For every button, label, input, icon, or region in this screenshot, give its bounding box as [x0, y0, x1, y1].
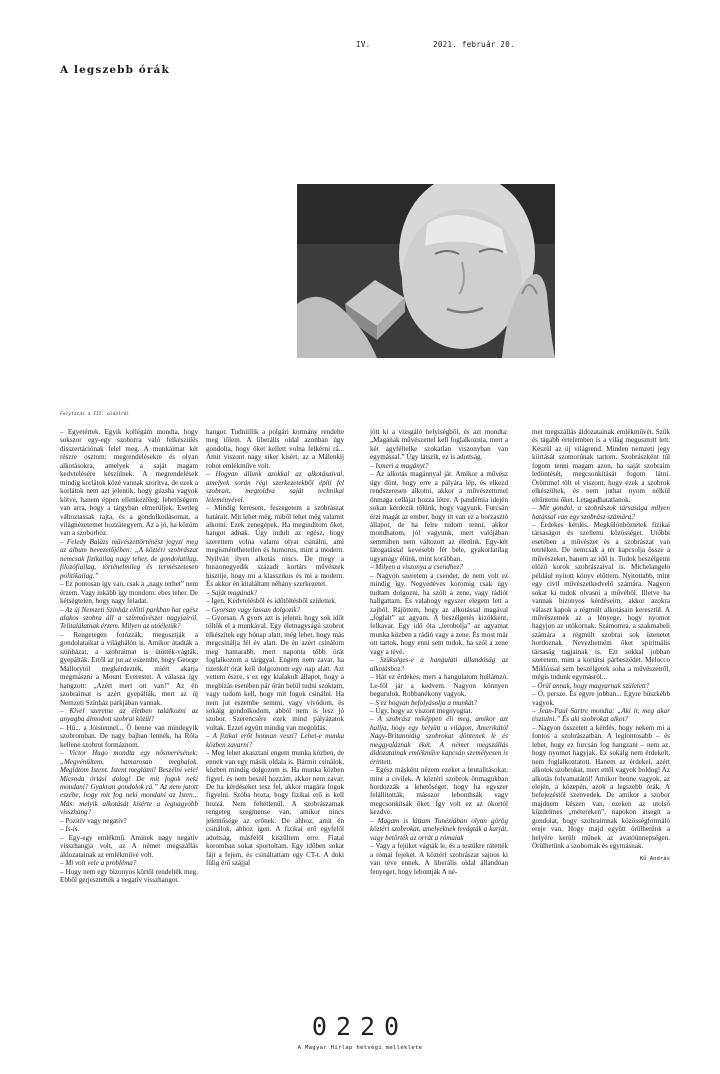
interview-question: – A szobrász miképpen éli meg, amikor azt hallja, hogy egy helyütt a világon, Amerikától Nagy-Britanniáig szobrokat döntenek le és meggyaláznak ékét. A német megszállás áldozatainak emlékműve kapcsán személyesen is érintett. [370, 715, 508, 766]
interview-answer: hangot. Tudniillik a polgári kormány rendelte meg tőlem. A liberális oldal azonban úgy gondolta, hogy őket kellett volna felkérni rá... Amit viszont nagy siker kísért, az a Málenkij robot emlékműve volt. [206, 428, 344, 470]
author-signature: Kő András [639, 855, 670, 862]
interview-question: – Jean-Paul Sartre mondta: „Aki ír, meg akar tisztulni.” És aki szobrokat alkot? [532, 706, 670, 724]
interview-question: – Victor Hugo mondta egy nősmerésének: „Megvénültem, hamarosan meghalok. Meglátom Istent. Istent meglátni! Beszélni vele! Micsoda óriási dolog! De mit fogok neki mondani? Gyakran gondolok rá.” Az nem jutott eszébe, hogy mit fog neki mondani az Isten... Más: melyik alkotását kísérte a legnagyobb visszhang? [60, 749, 198, 817]
interview-question: – Gyorsan vagy lassan dolgozik? [206, 605, 301, 614]
interview-question: – Mit gondol, a szobrászok társasága milyen hatással van egy szobrász számára? [532, 504, 670, 521]
interview-question: – Kivel szeretne az életben találkozni az anyagba álmodott szobrai közül? [60, 706, 198, 724]
interview-question: – Saját magának? [206, 588, 258, 597]
interview-answer: – Érdekes kérdés. Megkülönböztetek fizikai társaságot és szellemi közösséget. Utóbbi esetében a művészet és a szobrászat van tetrtéken. De nemcsak a tér kapcsolja össze a művészeket, hanem az idő is. Tudok beszélgetni előző korok szobrászaival is. Michelangelo például nyitott könyv előttem. Nyitottabb, mint egy civil művészetkedvelő számára. Nagyon sokat ki tudok olvasni a művéből. Illetve ha vannak bizonyos kérdéseim, akkor azokra választ kapok a régmúlt alkotásain keresztül. A művészetnek az a lényege, hogy nyomot hagyjon az utókornak. Számomra, a szakmabeli számára a régmúlt szobrai sok üzenetet hordoznak. Nevezhetném őket spirituális társaság tagjainak is. Ezt sokkal jobban szeretem, mint a kortársi párbeszédet. Melocco Miklóssal sem beszélgetek soha a művészetről, mégis tudunk egymásról... [532, 520, 670, 682]
interview-question: – Örül annak, hogy magyarnak született? [532, 681, 650, 690]
interview-question: – Milyen a viszonya a csendhez? [370, 563, 463, 572]
interview-question: – Magam is láttam Tunéziában olyan görög köztéri szobrokat, amelyeknek levágták a karját, vagy betörték az orrát a rómaiak [370, 816, 508, 842]
interview-answer: – Vagy a fejüket vágták le, és a testükre rátették a római fejeket. A köztéri szobrászat sajnos ki van téve ennek. A liberális oldal állandóan fenyeget, hogy lebontják A né- [370, 842, 508, 876]
interview-answer: – Egy-egy emlékmű. Aminek nagy negatív visszhangja volt, az A német megszállás áldozatainak az emlékműve volt. [60, 833, 198, 859]
interview-answer: – Úgy, hogy az viszont megnyugtat. [370, 706, 473, 715]
interview-answer: – Ó, persze. És egyre jobban... Egyre büszkébb vagyok. [532, 690, 670, 707]
section-title: A legszebb órák [60, 64, 170, 76]
interview-answer: jött ki a vizsgáló helyiségből, és azt mondta: „Magának művészettel kell foglalkoznia, mert a két agyféltelke szokatlan viszonyban van egymással.” Úgy látszik, ez is adottság. [370, 428, 508, 462]
interview-answer: – Hogy nem egy bizonyos körtől rendelték meg. Ebből gerjesztették a negatív visszhangot. [60, 867, 198, 885]
interview-answer: – Ez pontosan így van, csak a „nagy terhet” nem érzem. Vagy inkább így mondom: ebes teher. De kétségtelen, hogy nagy feladat. [60, 580, 198, 606]
article-column-2 [206, 428, 344, 868]
interview-question: – Szükséges-e a hangulati állandóság az alkotáshoz? [370, 656, 508, 673]
interview-answer: – Egyetértek. Egyik kollégám mondta, hogy sokszor egy-egy szoborra való felkészülés disszertációnak felel meg. A munkáimat két részre osztom: megrendelésekre és olyan alkotásokra, amelyek a saját magam kedvtelésére készülnek. A megrendelések mindig korlátok közé vannak szorítva, de ezek a korlátok nem azt jelentik, hogy gúzsba vagyok kötve, hanem éppen ellenkezőleg: lehetőségem van arra, hogy a tárgyban elmerüljek. Esetleg változtassak rajta, és a gondolkodásomat, a világnézetemet hozzátegyem. Az a jó, ha közöm van a szoborhoz. [60, 428, 198, 538]
continued-note: Folytatás a III. oldalról [60, 412, 130, 417]
interview-answer: – Hú... a Jóistennel... Ő benne van mindegyik szobromban. De nagy bajban lennék, ha Róla kellene szobrot formáznom. [60, 723, 198, 749]
interview-answer: – Egész másként nézem ezeket a brutalitásokat, mint a civilek. A köztéri szobrok önmagukban hordozzák a lehetőséget, hogy ha egyszer felállították, másszor lebonthsák vagy megcsonkítsák őket. Így volt ez az ókortól kezdve. [370, 766, 508, 817]
interview-question: – Ismeri a magányt? [370, 461, 429, 470]
interview-answer: – Pozitív vagy negatív? [60, 816, 127, 825]
footer-subtitle: A Magyar Hírlap hétvégi melléklete [297, 1045, 423, 1051]
header-date: 2021. február 20. [433, 40, 515, 49]
interview-answer: – Rengetegen fotózzák, megosztják a gondolataikat a világhálón is. Amikor átadták a színházat, a szobraimat is ütötték-vágták, gyepálták. Erről az jut az eszembe, hogy George Mallorytól megkérdezték, miért akarja megmászni a Mount Everestet. A válasza így hangzott: „Azért mert ott van!” Az én szobraimat is azért gyepálták, mert az új Nemzeti Színház parkjában vannak. [60, 630, 198, 707]
interview-question: – S ez hogyan befolyásolja a munkát? [370, 698, 478, 707]
interview-answer: – Az alkotás magánnyal jár. Amikor a művész úgy dönt, hogy erre a pályára lép, és elkezd rendszeresen alkotni, akkor a művészemmel önmaga cellájat hozza létre. A pandémia idején sokan kérdezik tőlünk, hogy vagyunk. Furcsán érzi magát az ember, hogy itt van ez a borzasztó állapot, de ha felre tudom tenni, akkor mondhatom, jól vagyunk, mert valójában semmiben nem változott az életünk. Egy-két látogatással kevesebb fér bele, gyakorlatilag ugyanúgy élünk, mint korábban. [370, 470, 508, 563]
interview-question: – A fizikai erőt honnan veszi? Lehet-e munka közben zavarni? [206, 732, 344, 749]
interview-answer: – Gyorsan. A gyors azt is jelenti, hogy sok időt töltök el a munkával. Egy életnagyságú szobrot elkészítek egy hónap alatt, még lehet, hogy más megcsinálja fél év alatt. De én azért csinálom meg hamarabb, mert naponta több órát foglalkozom a tárggyal. Engem nem zavar, ha tizenkét órát kell dolgoznom egy nap alatt. Azt vettem észre, s ez egy kialakult állapot, hogy a megbízás esetében pár órán belül tudni szoktam, vagy tudom kell, hogy mit fogok csinálni. Ha nem jut eszembe semmi, vagy vívódom, és sokáig gondolkodom, abból nem is lesz jó szobor. Szerencsére ezek mind pályázatok voltak. Ezzel együtt mindig van megoldás. [206, 613, 344, 732]
interview-question: – Az új Nemzeti Színház előtti parkban hat egész alakos szobra áll a színművészet nagyjairól. Telitalálatnak érzem. Milyen az utóéletük? [60, 605, 198, 631]
header-issue: IV. [356, 40, 371, 49]
interview-answer: – Hát ez érdekes, mert a hangulatom hullámzó. Le-föl jár a kedvem. Nagyon könnyen begurulok. Robbanékony vagyok. [370, 673, 508, 699]
interview-answer: – Nagyon összetett a kérdés, hogy nekem mi a fontos a szobrászatban. A leglontosabb – és lehet, hogy ez furcsán fog hangzani – nem az, hogy nyomot hagyjak. Ez sokálg nem érdekelt, nem foglalkoztatott. Hanem az érdekel, azért alkotok szobrokat, mert ettől vagyok boldog! Az alkotás folyamatától! Amikor benne vagyok, az elején, a közepén, azok a legszebb órák. A befejezéstől szenvedek. De amikor a szobor majdnem készen van, ezeken az utolsó küzdelmes „métereken”, napokon átsegít a gondolat, hogy szobraimnak közösségformáló ereje van. Hogy majd együtt örülhetünk a helyére került műnek az avatóünnepségen. Örülhetünk a szobornak és egymásnak. [532, 723, 670, 851]
interview-question: – Feledy Balázs művészettörténész jegyzi meg az album bevezetőjében: „A köztéri szobrászat nemcsak fizikailag nagy teher, de gondolatilag, filozófiailag, történelmileg és természetesen politikailag.” [60, 537, 198, 580]
article-column-1 [60, 428, 198, 884]
interview-question: – Is-is. [60, 825, 80, 834]
article-column-4 [532, 428, 670, 863]
interview-answer: – Nagyon szeretem a csendet, de nem volt ez mindig így. Negyedéves koromig csak úgy tudtam dolgozni, ha szólt a zene, vagy rádiót hallgattam. És valahogy egyszer elegem lett a zajból. Rájöttem, hogy az alkotással magával „foglalt” az agyam. A beszélgetés kizökkent, felkavar. Egy idő óta „lerobolja” az agyamat munka közben a rádió vagy a zene. És most már ott tartok, hogy enni sem tudok, ha szól a zene vagy a tévé. [370, 571, 508, 656]
interview-answer: – Mindig keresem, feszegetem a szobrászat határait. Mit lehet még, miből lehet még valamit alkotni. Ezek zenegépek. Ha megindítom őket, hangot adnak. Úgy indult az egész, hogy szerettem volna valami olyat csinálni, ami megismételhetetlen és humoros, mint a modern. Nyilván ilyen alkotás nincs. De megy a huszonegyedik századi kortárs művészek hisztije, hogy mi a klasszikus és mi a modern. És akkor én kitaláltam néhány szerkezetet. [206, 504, 344, 589]
interview-question: – Mi volt vele a probléma? [60, 859, 137, 868]
interview-answer: – Igen. Kedvtelésből és időtöltésből születtek. [206, 597, 337, 606]
page-number: 0220 [311, 1012, 409, 1041]
sculpture-photo [297, 184, 555, 358]
article-column-3 [370, 428, 508, 876]
interview-answer: met megszállás áldozatainak emlékművét. Szűk és tágabb értelemben is a világ megosztott lett. Készül az új világrend. Minden nemzeti jegy kiirtását szomorúnak tartom. Szobrászként túl fogom tenni magam azon, ha saját szobraim ledöntését, megcsonkítását fogom látni. Örömmel tölt el viszont, hogy ezek a szobrok elkészültek, és nem juthat nyom nélkül eltüntetni őket. Letagadhatatlanok. [532, 428, 670, 504]
interview-answer: – Meg lehet akasztani engem munka közben, de ennek van egy másik oldala is. Bármit csinálok, közben mindig dolgozom is. Ha munka közben figyel, és nem beszél hozzám, akkor nem zavar. De ha kérdéseket tesz fel, akkor magára fogok figyelni. Szóba hozta, hogy fizikai erő is kell hozzá. Nem feltétlenül. A szobrászatnak rengeteg szegmense van, amikor nincs jelentősége az erőnek. De ahhoz, amit én csinálok, ahhoz igen. A fizikai erő egyfelől adottság, másfelől kiszűltem erre. Fiatal koromban sokat sportoltam. Egy időben sokat fájt a fejem, és csináltattam egy CT-t. A doki fülig érő szájjal [206, 749, 344, 868]
interview-question: – Hogyan állunk azokkal az alkotásaival, amelyek során régi szerkezetekből építi fel szobrait, megtoldva saját technikai leleményével. [206, 470, 344, 504]
